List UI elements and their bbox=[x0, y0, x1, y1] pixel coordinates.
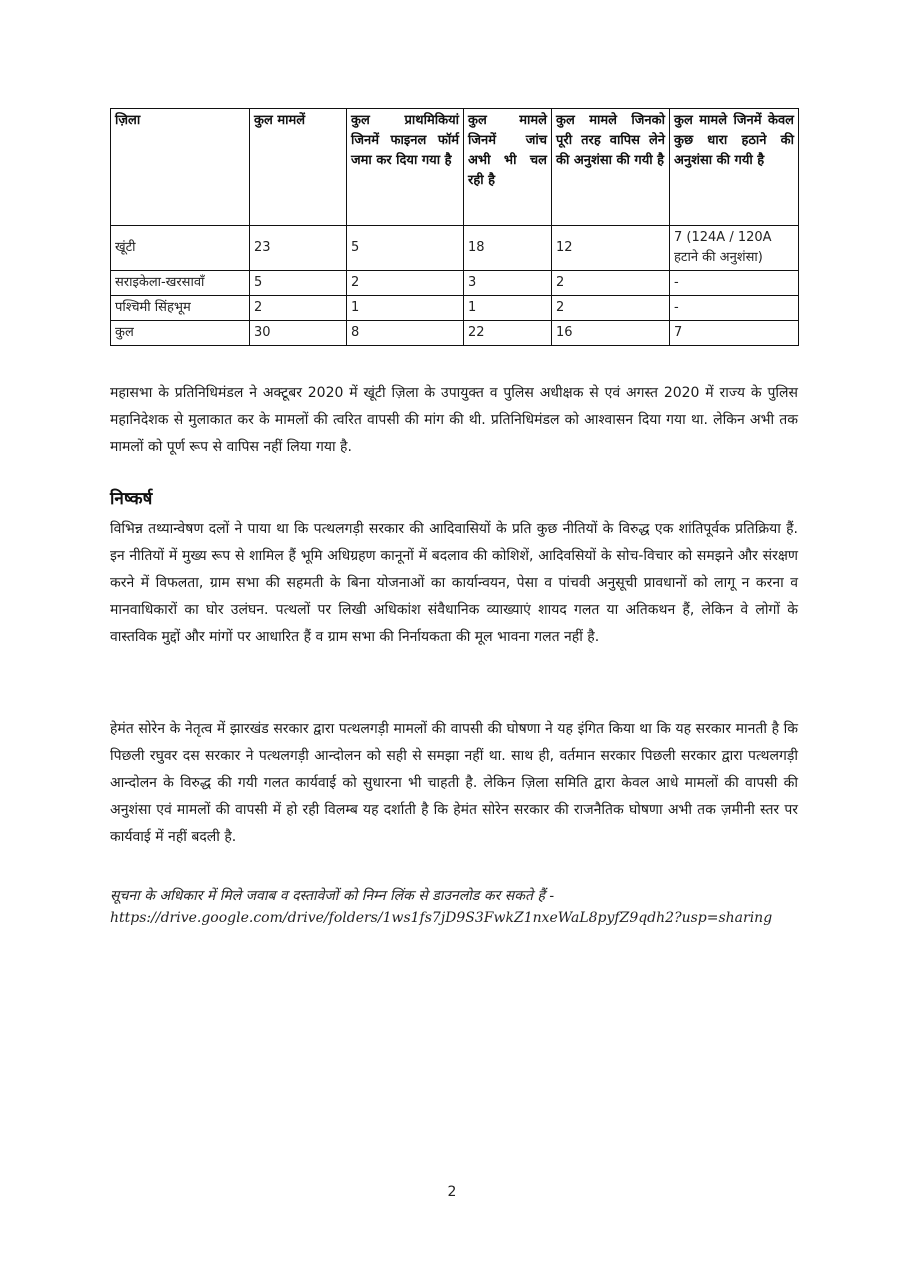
cell-value: 22 bbox=[464, 321, 552, 346]
cell-value: 7 (124A / 120A हटाने की अनुशंसा) bbox=[670, 226, 799, 271]
page-number: 2 bbox=[447, 1184, 457, 1200]
cell-value: - bbox=[670, 271, 799, 296]
cell-district: सराइकेला-खरसावाँ bbox=[111, 271, 250, 296]
table-row bbox=[111, 296, 799, 321]
delegation-paragraph: महासभा के प्रतिनिधिमंडल ने अक्टूबर 2020 में खूंटी ज़िला के उपायुक्त व पुलिस अधीक्षक से एवं अगस्त 2020 में राज्य के पुलिस महानिदेशक से मुलाकात कर के मामलों की त्वरित वापसी की मांग की थी. प्रतिनिधिमंडल को आश्वासन दिया गया था. लेकिन अभी तक मामलों को पूर्ण रूप से वापिस नहीं लिया गया है. bbox=[110, 385, 798, 455]
cell-value: 1 bbox=[347, 296, 464, 321]
cell-value: 2 bbox=[552, 296, 670, 321]
cell-value: 2 bbox=[250, 296, 347, 321]
cell-value: 23 bbox=[250, 226, 347, 271]
conclusion-heading: निष्कर्ष bbox=[110, 489, 153, 509]
header-partial-sections-removal: कुल मामले जिनमें केवल कुछ धारा हठाने की अनुशंसा की गयी है bbox=[670, 109, 799, 226]
cell-value: 30 bbox=[250, 321, 347, 346]
cases-table bbox=[110, 108, 799, 346]
download-link[interactable]: https://drive.google.com/drive/folders/1ws1fs7jD9S3FwkZ1nxeWaL8pyfZ9qdh2?usp=sharing bbox=[110, 910, 773, 926]
rti-note-text: सूचना के अधिकार में मिले जवाब व दस्तावेजों को निम्न लिंक से डाउनलोड कर सकते हैं - bbox=[110, 888, 555, 904]
table-row bbox=[111, 271, 799, 296]
cell-district: कुल bbox=[111, 321, 250, 346]
cell-district: पश्चिमी सिंहभूम bbox=[111, 296, 250, 321]
conclusion-paragraph-2: हेमंत सोरेन के नेतृत्व में झारखंड सरकार द्वारा पत्थलगड़ी मामलों की वापसी की घोषणा ने यह इंगित किया था कि यह सरकार मानती है कि पिछली रघुवर दस सरकार ने पत्थलगड़ी आन्दोलन को सही से समझा नहीं था. साथ ही, वर्तमान सरकार पिछली सरकार द्वारा पत्थलगड़ी आन्दोलन के विरुद्ध की गयी गलत कार्यवाई को सुधारना भी चाहती है. लेकिन ज़िला समिति द्वारा केवल आधे मामलों की वापसी की अनुशंसा एवं मामलों की वापसी में हो रही विलम्ब यह दर्शाती है कि हेमंत सोरेन सरकार की राजनैतिक घोषणा अभी तक ज़मीनी स्तर पर कार्यवाई में नहीं बदली है. bbox=[110, 721, 798, 845]
header-district: ज़िला bbox=[111, 109, 250, 226]
cell-value: 16 bbox=[552, 321, 670, 346]
header-total-cases: कुल मामलें bbox=[250, 109, 347, 226]
cell-value: 8 bbox=[347, 321, 464, 346]
header-investigation-ongoing: कुल मामले जिनमें जांच अभी भी चल रही है bbox=[464, 109, 552, 226]
table-total-row bbox=[111, 321, 799, 346]
cell-value: 5 bbox=[250, 271, 347, 296]
cell-value: 2 bbox=[347, 271, 464, 296]
rti-note bbox=[110, 885, 798, 929]
conclusion-paragraph-1: विभिन्न तथ्यान्वेषण दलों ने पाया था कि पत्थलगड़ी सरकार की आदिवासियों के प्रति कुछ नीतियों के विरुद्ध एक शांतिपूर्वक प्रतिक्रिया हैं. इन नीतियों में मुख्य रूप से शामिल हैं भूमि अधिग्रहण कानूनों में बदलाव की कोशिशें, आदिवसियों के सोच-विचार को समझने और संरक्षण करने में विफलता, ग्राम सभा की सहमती के बिना योजनाओं का कार्यान्वयन, पेसा व पांचवी अनुसूची प्रावधानों को लागू न करना व मानवाधिकारों का घोर उलंघन. पत्थलों पर लिखी अधिकांश संवैधानिक व्याख्याएं शायद गलत या अतिकथन हैं, लेकिन वे लोगों के वास्तविक मुद्दों और मांगों पर आधारित हैं व ग्राम सभा की निर्नायकता की मूल भावना गलत नहीं है. bbox=[110, 521, 798, 645]
cell-value: 3 bbox=[464, 271, 552, 296]
cell-district: खूंटी bbox=[111, 226, 250, 271]
cell-value: 7 bbox=[670, 321, 799, 346]
cell-value: - bbox=[670, 296, 799, 321]
header-final-form-submitted: कुल प्राथमिकियां जिनमें फाइनल फॉर्म जमा कर दिया गया है bbox=[347, 109, 464, 226]
cell-value: 18 bbox=[464, 226, 552, 271]
cell-value: 5 bbox=[347, 226, 464, 271]
table-row bbox=[111, 226, 799, 271]
cell-value: 12 bbox=[552, 226, 670, 271]
cell-value: 2 bbox=[552, 271, 670, 296]
cell-value: 1 bbox=[464, 296, 552, 321]
header-full-withdrawal-recommended: कुल मामले जिनको पूरी तरह वापिस लेने की अनुशंसा की गयी है bbox=[552, 109, 670, 226]
table-header-row bbox=[111, 109, 799, 226]
